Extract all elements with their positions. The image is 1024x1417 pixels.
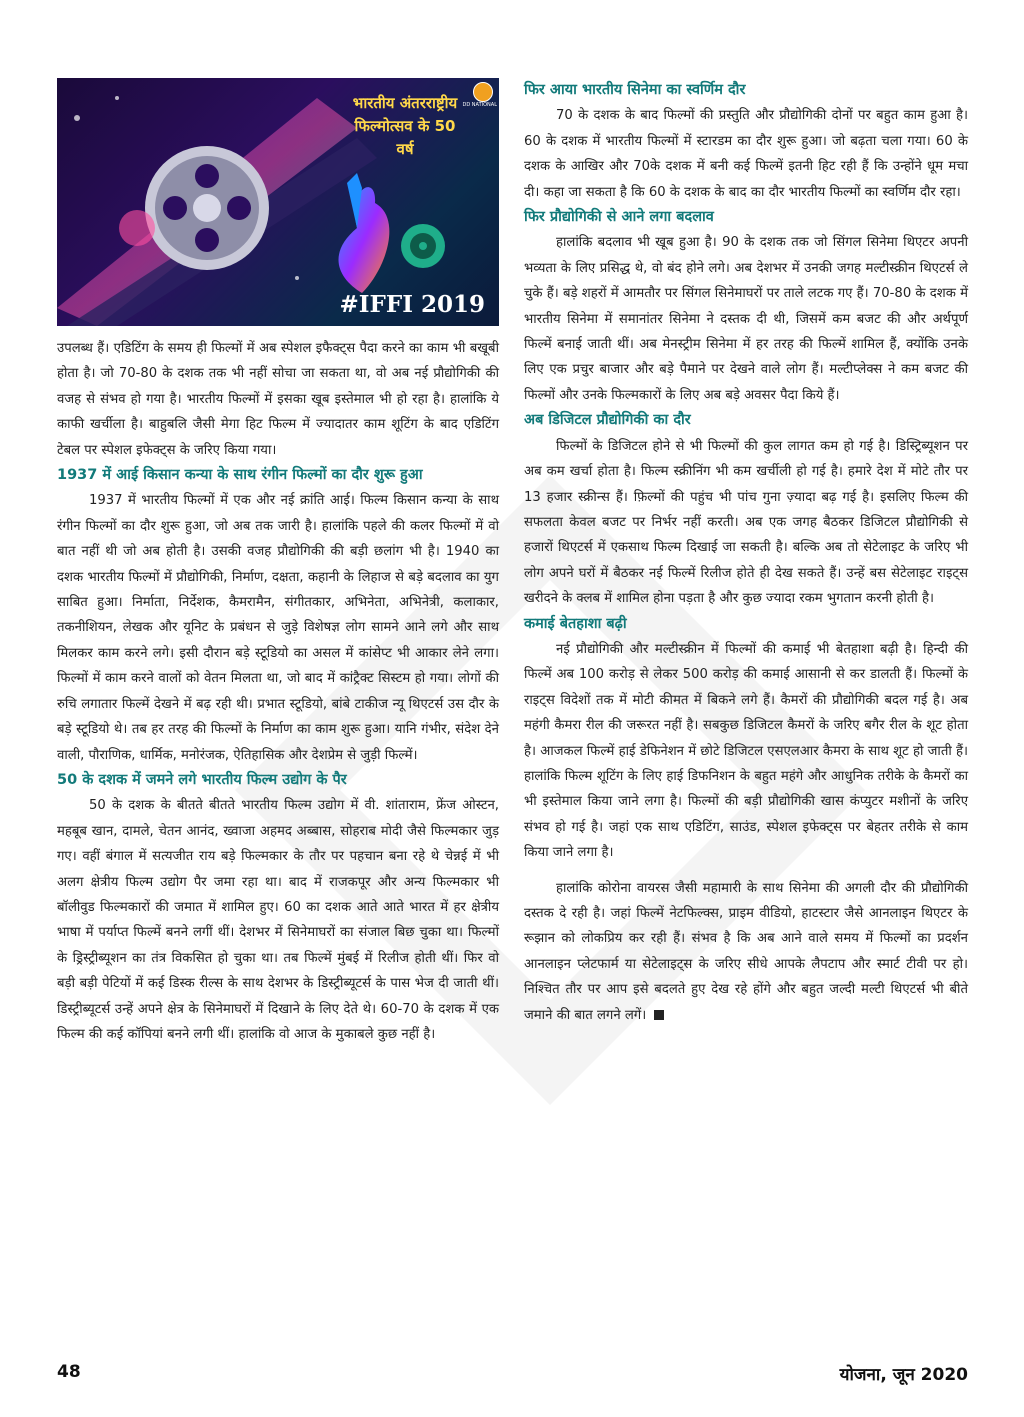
left-paragraph-2: 1937 में भारतीय फिल्मों में एक और नई क्रांति आई। फिल्म किसान कन्या के साथ रंगीन फिल्मों का दौर शुरू हुआ, जो अब तक जारी है। हालांकि पहले की कलर फिल्मों में वो बात नहीं थी जो अब होती है। उसकी वजह प्रौद्योगिकी की बड़ी छलांग भी है। 1940 का दशक भारतीय फिल्मों में प्रौद्योगिकी, निर्माण, दक्षता, कहानी के लिहाज से बड़े बदलाव का युग साबित हुआ। निर्माता, निर्देशक, कैमरामैन, संगीतकार, अभिनेता, अभिनेत्री, कलाकार, तकनीशियन, लेखक और यूनिट के प्रबंधन से जुड़े विशेषज्ञ लोग सामने आने लगे और साथ मिलकर काम करने लगे। इसी दौरान बड़े स्टूडियो का असल में कांसेप्ट भी आकार लेने लगा। फिल्मों में काम करने वालों को वेतन मिलता था, जो बाद में कांट्रैक्ट सिस्टम हो गया। लोगों की रुचि लगातार फिल्में देखने में बढ़ रही थी। प्रभात स्टूडियो, बांबे टाकीज न्यू थिएटर्स उस दौर के बड़े स्टूडियो थे। तब हर तरह की फिल्मों के निर्माण का काम शुरू हुआ। यानि गंभीर, संदेश देने वाली, पौराणिक, धार्मिक, मनोरंजक, ऐतिहासिक और देशप्रेम से जुड़ी फिल्में। xyxy=(57,493,499,763)
left-paragraph-3: 50 के दशक के बीतते बीतते भारतीय फिल्म उद्योग में वी. शांताराम, फ्रेंज ओस्टन, महबूब खान, दामले, चेतन आनंद, ख्वाजा अहमद अब्बास, सोहराब मोदी जैसे फिल्मकार जुड़ गए। वहीं बंगाल में सत्यजीत राय बड़े फिल्मकार के तौर पर पहचान बना रहे थे चेन्नई में भी अलग क्षेत्रीय फिल्म उद्योग पैर जमा रहा था। बाद में राजकपूर और अन्य फिल्मकार भी बॉलीवुड फिल्मकारों की जमात में शामिल हुए। 60 का दशक आते आते भारत में हर क्षेत्रीय भाषा में पर्याप्त फिल्में बनने लगीं थीं। देशभर में सिनेमाघरों का संजाल बिछ चुका था। फिल्मों के ड्रिस्ट्रीब्यूशन का तंत्र विकसित हो चुका था। तब फिल्में मुंबई में रिलीज होती थीं। फिर वो बड़ी बड़ी पेटियों में कई डिस्क रील्स के साथ देशभर के डिस्ट्रीब्यूटर्स के पास भेज दी जाती थीं। डिस्ट्रीब्यूटर्स उन्हें अपने क्षेत्र के सिनेमाघरों में दिखाने के लिए देते थे। 60-70 के दशक में एक फिल्म की कई कॉपियां बनने लगी थीं। हालांकि वो आज के मुकाबले कुछ नहीं है। xyxy=(57,798,499,1042)
right-paragraph-5 xyxy=(524,876,968,1028)
page-number: 48 xyxy=(57,1362,81,1382)
right-paragraph-1: 70 के दशक के बाद फिल्मों की प्रस्तुति और प्रौद्योगिकी दोनों पर बहुत काम हुआ है। 60 के दशक में भारतीय फिल्मों में स्टारडम का दौर शुरू हुआ। जो बढ़ता चला गया। 60 के दशक के आखिर और 70के दशक में बनी कई फिल्में इतनी हिट रही हैं कि उन्होंने धूम मचा दी। कहा जा सकता है कि 60 के दशक के बाद का दौर भारतीय फिल्मों का स्वर्णिम दौर रहा। xyxy=(524,108,968,200)
right-paragraph-4: नई प्रौद्योगिकी और मल्टीस्क्रीन में फिल्मों की कमाई भी बेतहाशा बढ़ी है। हिन्दी की फिल्में अब 100 करोड़ से लेकर 500 करोड़ की कमाई आसानी से कर डालती हैं। फिल्मों के राइट्स विदेशों तक में मोटी कीमत में बिकने लगे हैं। कैमरों की प्रौद्योगिकी बदल गई है। अब महंगी कैमरा रील की जरूरत नहीं है। सबकुछ डिजिटल कैमरों के जरिए बगैर रील के शूट होता है। आजकल फिल्में हाई डेफिनेशन में छोटे डिजिटल एसएलआर कैमरा के साथ शूट हो जाती हैं। हालांकि फिल्म शूटिंग के लिए हाई डिफनिशन के बहुत महंगे और आधुनिक तरीके के कैमरों का भी इस्तेमाल किया जाने लगा है। फिल्मों की बड़ी प्रौद्योगिकी खास कंप्युटर मशीनों के जरिए संभव हो गई है। जहां एक साथ एडिटिंग, साउंड, स्पेशल इफेक्ट्स पर बेहतर तरीके से काम किया जाने लगा है। xyxy=(524,641,968,861)
end-of-article-mark xyxy=(654,1010,664,1020)
dd-national-logo xyxy=(473,82,493,102)
dd-national-label: DD NATIONAL xyxy=(462,102,497,108)
poster-title: भारतीय अंतरराष्ट्रीय फिल्मोत्सव के 50 वर्ष xyxy=(352,94,458,158)
left-heading-1: 1937 में आई किसान कन्या के साथ रंगीन फिल्मों का दौर शुरू हुआ xyxy=(57,467,423,484)
right-heading-4: कमाई बेतहाशा बढ़ी xyxy=(524,615,627,632)
left-column xyxy=(57,78,499,1047)
poster-hashtag: #IFFI 2019 xyxy=(339,291,485,318)
left-paragraph-1: उपलब्ध हैं। एडिटिंग के समय ही फिल्मों में अब स्पेशल इफैक्ट्स पैदा करने का काम भी बखूबी होता है। जो 70-80 के दशक तक भी नहीं सोचा जा सकता था, वो अब नई प्रौद्योगिकी की वजह से संभव हो गया है। भारतीय फिल्मों में इसका खूब इस्तेमाल भी हो रहा है। हालांकि ये काफी खर्चीला है। बाहुबलि जैसी मेगा हिट फिल्म में ज्यादातर काम शूटिंग के बाद एडिटिंग टेबल पर स्पेशल इफेक्ट्स के जरिए किया गया। xyxy=(57,341,499,458)
right-heading-2: फिर प्रौद्योगिकी से आने लगा बदलाव xyxy=(524,209,714,226)
right-heading-3: अब डिजिटल प्रौद्योगिकी का दौर xyxy=(524,412,691,429)
iffi-poster-image xyxy=(57,78,499,326)
right-column xyxy=(524,78,968,1028)
right-paragraph-2: हालांकि बदलाव भी खूब हुआ है। 90 के दशक तक जो सिंगल सिनेमा थिएटर अपनी भव्यता के लिए प्रसिद्ध थे, वो बंद होने लगे। अब देशभर में उनकी जगह मल्टीस्क्रीन थिएटर्स ले चुके हैं। बड़े शहरों में आमतौर पर सिंगल सिनेमाघरों पर ताले लटक गए हैं। 70-80 के दशक में भारतीय सिनेमा में समानांतर सिनेमा ने दस्तक दी थी, जिसमें कम बजट की और अर्थपूर्ण फिल्में बनाई जाती थीं। अब मेनस्ट्रीम सिनेमा में हर तरह की फिल्में शामिल हैं, क्योंकि उनके लिए एक प्रचुर बाजार और बड़े पैमाने पर देखने वाले लोग हैं। मल्टीप्लेक्स ने कम बजट की फिल्मों और उनके फिल्मकारों के लिए अब बड़े अवसर पैदा किये हैं। xyxy=(524,235,968,403)
right-paragraph-5-text: हालांकि कोरोना वायरस जैसी महामारी के साथ सिनेमा की अगली दौर की प्रौद्योगिकी दस्तक दे रही है। जहां फिल्में नेटफिल्क्स, प्राइम वीडियो, हाटस्टार जैसे आनलाइन थिएटर के रूझान को लोकप्रिय कर रही हैं। संभव है कि अब आने वाले समय में फिल्मों का प्रदर्शन आनलाइन प्लेटफार्म या सेटेलाइट्स के जरिए सीधे आपके लैपटाप और स्मार्ट टीवी पर हो। निश्चित तौर पर आप इसे बदलते हुए देख रहे होंगे और बहुत जल्दी मल्टी थिएटर्स भी बीते जमाने की बात लगने लगें। xyxy=(524,880,968,1023)
left-heading-2: 50 के दशक में जमने लगे भारतीय फिल्म उद्योग के पैर xyxy=(57,771,347,788)
right-heading-1: फिर आया भारतीय सिनेमा का स्वर्णिम दौर xyxy=(524,82,746,98)
right-paragraph-3: फिल्मों के डिजिटल होने से भी फिल्मों की कुल लागत कम हो गई है। डिस्ट्रिब्यूशन पर अब कम खर्चा होता है। फिल्म स्क्रीनिंग भी कम खर्चीली हो गई है। हमारे देश में मोटे तौर पर 13 हजार स्क्रीन्स हैं। फ़िल्मों की पहुंच भी पांच गुना ज़्यादा बढ़ गई है। इसलिए फिल्म की सफलता केवल बजट पर निर्भर नहीं करती। अब एक जगह बैठकर डिजिटल प्रौद्योगिकी से हजारों थिएटर्स में एकसाथ फिल्म दिखाई जा सकती है। बल्कि अब तो सेटेलाइट के जरिए भी लोग अपने घरों में बैठकर नई फिल्में रिलीज होते ही देख सकते हैं। उन्हें बस सेटेलाइट राइट्स खरीदने के क्लब में शामिल होना पड़ता है और कुछ ज्यादा रकम भुगतान करनी होती है। xyxy=(524,438,968,607)
magazine-issue: योजना, जून 2020 xyxy=(839,1365,968,1385)
